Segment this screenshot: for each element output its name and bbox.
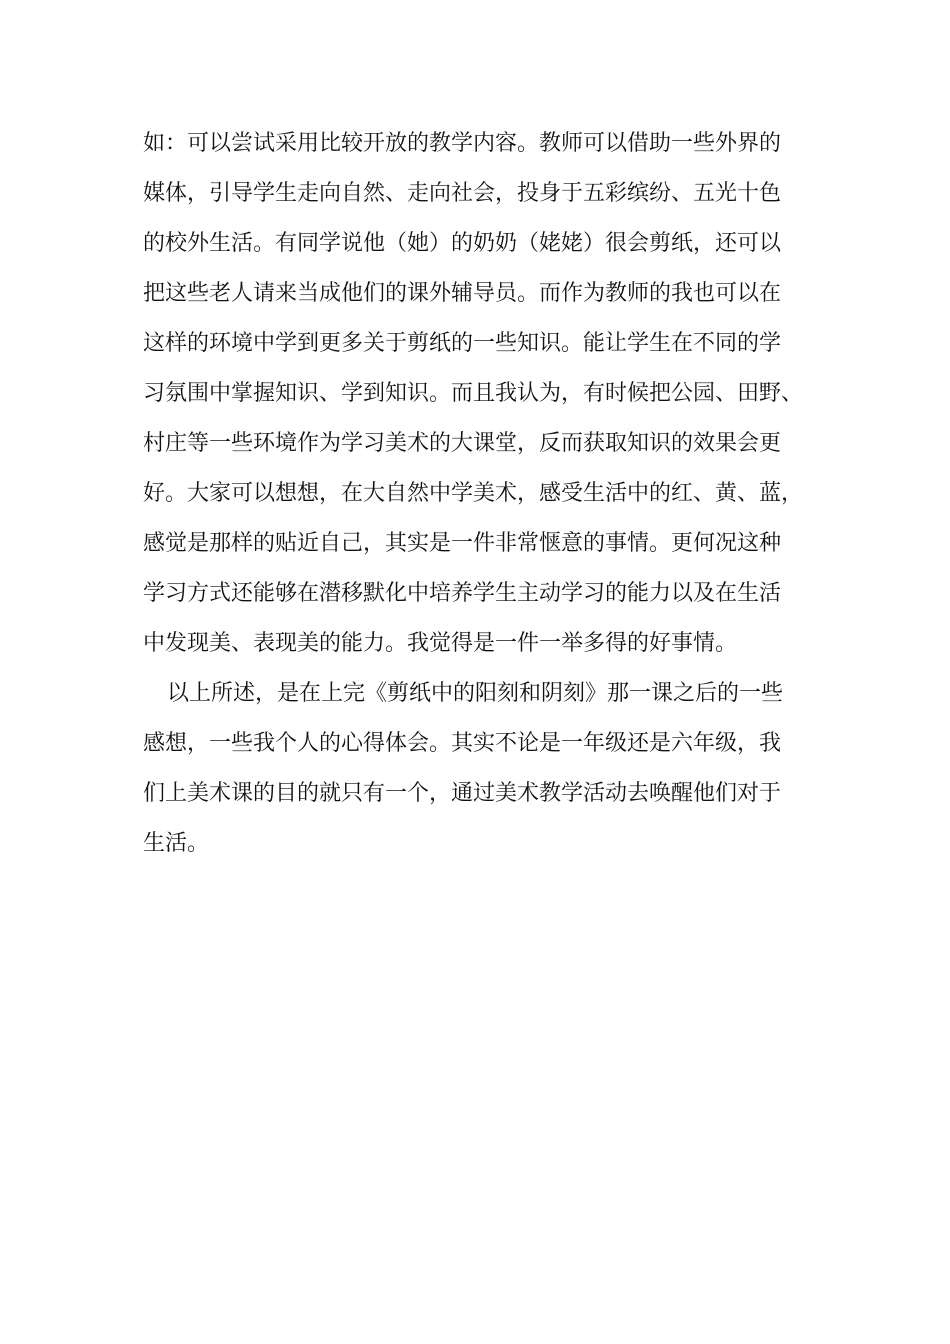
paragraph-1	[143, 119, 833, 669]
text-line: 感想，一些我个人的心得体会。其实不论是一年级还是六年级，我	[143, 731, 782, 756]
text-line: 以上所述，是在上完《剪纸中的阳刻和阴刻》那一课之后的一些	[167, 681, 784, 706]
text-line: 村庄等一些环境作为学习美术的大课堂，反而获取知识的效果会更	[143, 431, 782, 456]
text-line: 生活。	[143, 831, 210, 856]
text-line: 们上美术课的目的就只有一个，通过美术教学活动去唤醒他们对于	[143, 781, 782, 806]
text-line: 好。大家可以想想，在大自然中学美术，感受生活中的红、黄、蓝，	[143, 481, 804, 506]
text-line: 媒体，引导学生走向自然、走向社会，投身于五彩缤纷、五光十色	[143, 181, 782, 206]
text-line: 把这些老人请来当成他们的课外辅导员。而作为教师的我也可以在	[143, 281, 782, 306]
text-line: 习氛围中掌握知识、学到知识。而且我认为，有时候把公园、田野、	[143, 381, 804, 406]
text-line: 学习方式还能够在潜移默化中培养学生主动学习的能力以及在生活	[143, 581, 782, 606]
text-line: 的校外生活。有同学说他（她）的奶奶（姥姥）很会剪纸，还可以	[143, 231, 782, 256]
paragraph-2	[143, 669, 833, 869]
text-line: 如：可以尝试采用比较开放的教学内容。教师可以借助一些外界的	[143, 131, 782, 156]
body-text	[143, 119, 833, 869]
text-line: 感觉是那样的贴近自己，其实是一件非常惬意的事情。更何况这种	[143, 531, 782, 556]
text-line: 这样的环境中学到更多关于剪纸的一些知识。能让学生在不同的学	[143, 331, 782, 356]
text-line: 中发现美、表现美的能力。我觉得是一件一举多得的好事情。	[143, 631, 738, 656]
